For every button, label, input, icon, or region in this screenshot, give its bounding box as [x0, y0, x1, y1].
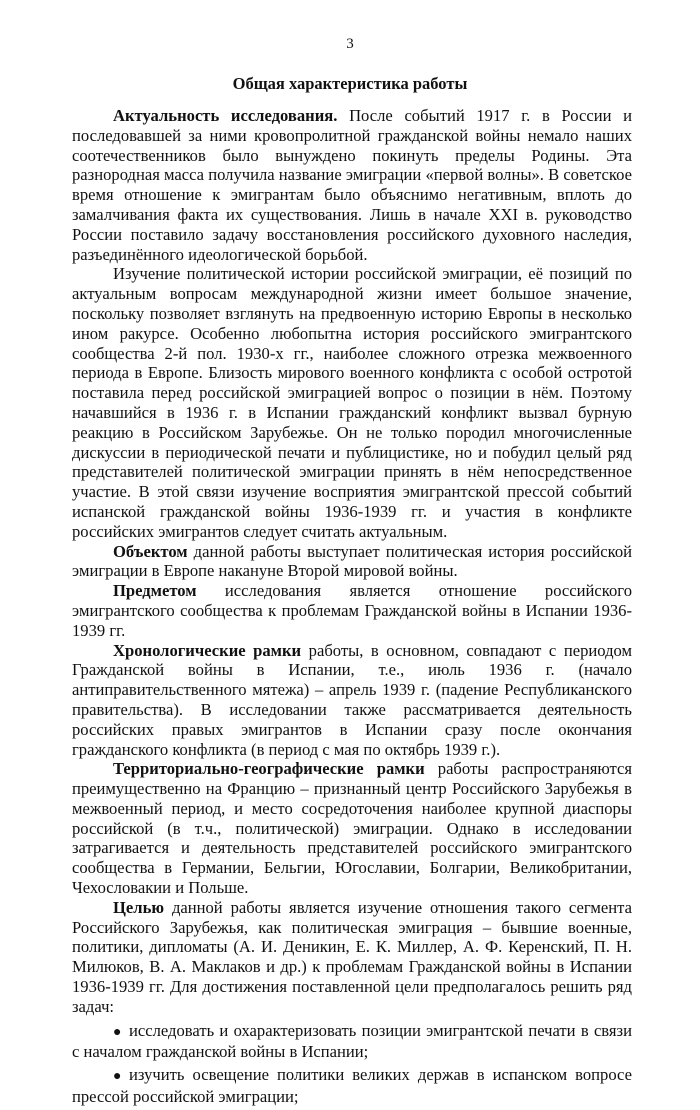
paragraph-text: данной работы является изучение отношения такого сегмента Российского Зарубежья, как политическая эмиграция – бывшие военные, политики, дипломаты (А. И. Деникин, Е. К. Миллер, А. Ф. Керенский, П. Н. Милюков, В. А. Маклаков и др.) к проблемам Гражданской войны в Испании 1936-1939 гг. Для достижения поставленной цели предполагалось решить ряд задач:	[72, 897, 632, 1016]
task-list	[72, 1021, 632, 1107]
term-geography: Территориально-географические рамки	[113, 759, 425, 779]
paragraph-text: работы, в основном, совпадают с периодом Гражданской войны в Испании, т.е., июль 1936 г. (начало антиправительственного мятежа) – апрель 1939 г. (падение Республиканского правительства). В исследовании также рассматривается деятельность российских правых эмигрантов в Испании сразу после окончания гражданского конфликта (в период с мая по октябрь 1939 г.).	[72, 640, 632, 759]
paragraph-text: данной работы выступает политическая история российской эмиграции в Европе накануне Второй мировой войны.	[72, 541, 632, 581]
list-item-text: изучить освещение политики великих держав в испанском вопросе прессой российской эмиграции;	[72, 1065, 632, 1107]
paragraph-chronology	[72, 641, 632, 760]
term-chronology: Хронологические рамки	[113, 640, 302, 660]
paragraph-text: работы распространяются преимущественно на Францию – признанный центр Российского Зарубежья в межвоенный период, и место сосредоточения наиболее крупной диаспоры российской (в т.ч., политической) эмиграции. Однако в исследовании затрагивается и деятельность представителей российского эмигрантского сообщества в Германии, Бельгии, Югославии, Болгарии, Великобритании, Чехословакии и Польше.	[72, 759, 632, 898]
paragraph-subject	[72, 581, 632, 640]
list-item-text: исследовать и охарактеризовать позиции эмигрантской печати в связи с началом гражданской войны в Испании;	[72, 1020, 632, 1062]
term-relevance: Актуальность исследования.	[113, 106, 338, 125]
section-title: Общая характеристика работы	[232, 74, 468, 93]
term-object: Объектом	[113, 541, 188, 561]
paragraph-study	[72, 264, 632, 541]
paragraph-geography	[72, 759, 632, 898]
paragraph-object	[72, 542, 632, 582]
body-text	[72, 106, 632, 1110]
term-goal: Целью	[113, 897, 165, 917]
paragraph-text: После событий 1917 г. в России и последовавшей за ними кровопролитной гражданской войны немало наших соотечественников было вынуждено покинуть пределы Родины. Эта разнородная масса получила название эмиграции «первой волны». В советское время отношение к эмигрантам было объяснимо негативным, вплоть до замалчивания факта их существования. Лишь в начале XXI в. руководство России поставило задачу восстановления российского духовного наследия, разъединённого идеологической борьбой.	[72, 106, 632, 264]
term-subject: Предметом	[113, 581, 197, 601]
list-item	[72, 1021, 632, 1063]
list-item	[72, 1065, 632, 1107]
paragraph-text: исследования является отношение российского эмигрантского сообщества к проблемам Гражданской войны в Испании 1936-1939 гг.	[72, 581, 632, 640]
bullet-icon: ●	[113, 1069, 122, 1085]
page-number: 3	[346, 36, 354, 52]
bullet-icon: ●	[113, 1024, 122, 1040]
paragraph-goal	[72, 898, 632, 1017]
paragraph-text: Изучение политической истории российской эмиграции, её позиций по актуальным вопросам международной жизни имеет большое значение, поскольку позволяет взглянуть на предвоенную историю Европы в несколько ином ракурсе. Особенно любопытна история российского эмигрантского сообщества 2-й пол. 1930-х гг., наиболее сложного отрезка межвоенного периода в Европе. Близость мирового военного конфликта с особой остротой поставила перед российской эмиграцией вопрос о позиции в нём. Поэтому начавшийся в 1936 г. в Испании гражданский конфликт вызвал бурную реакцию в Российском Зарубежье. Он не только породил многочисленные дискуссии в периодической печати и публицистике, но и побудил целый ряд представителей политической эмиграции принять в нём непосредственное участие. В этой связи изучение восприятия эмигрантской прессой событий испанской гражданской войны 1936-1939 гг. и участия в конфликте российских эмигрантов следует считать актуальным.	[72, 264, 632, 541]
paragraph-relevance	[72, 106, 632, 264]
